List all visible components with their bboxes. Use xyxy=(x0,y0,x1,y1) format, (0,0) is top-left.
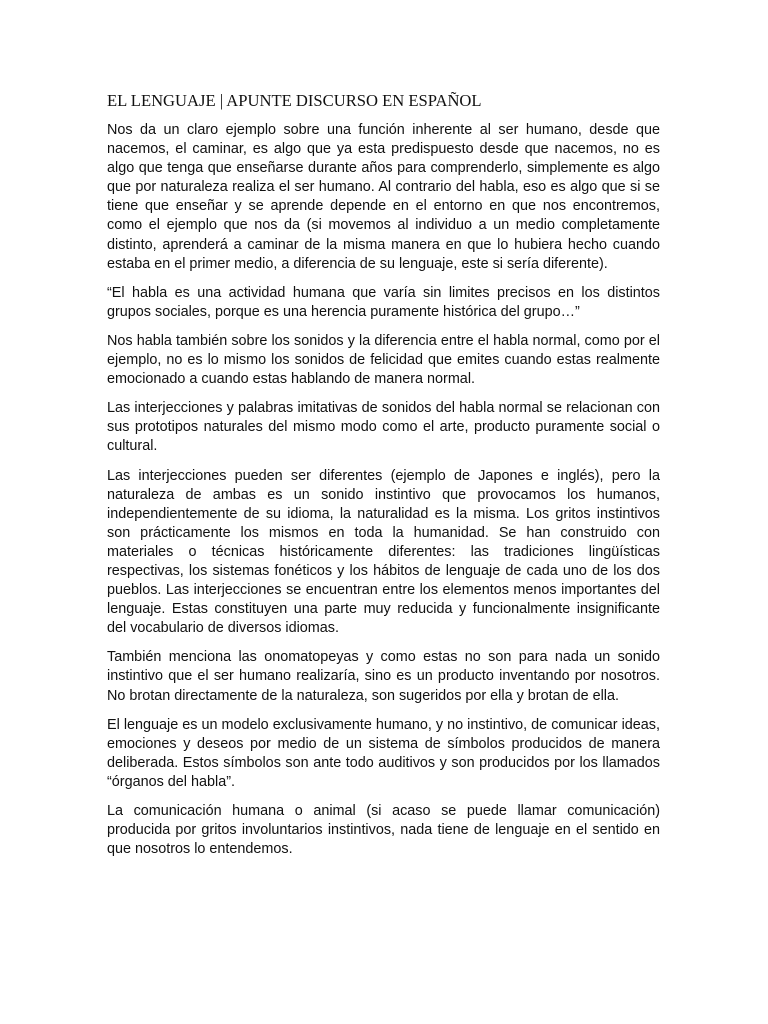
paragraph-1: Nos da un claro ejemplo sobre una función inherente al ser humano, desde que nacemos, el caminar, es algo que ya esta predispuesto desde que nacemos, no es algo que tenga que enseñarse durante años para comprenderlo, simplemente es algo que por naturaleza realiza el ser humano. Al contrario del habla, eso es algo que si se tiene que enseñar y se aprende depende en el entorno en que nos encontremos, como el ejemplo que nos da (si movemos al individuo a un medio completamente distinto, aprenderá a caminar de la misma manera en que lo hubiera hecho cuando estaba en el primer medio, a diferencia de su lenguaje, este si sería diferente). xyxy=(107,122,660,272)
paragraph-8: La comunicación humana o animal (si acaso se puede llamar comunicación) producida por gritos involuntarios instintivos, nada tiene de lenguaje en el sentido en que nosotros lo entendemos. xyxy=(107,803,660,858)
paragraph-3: Nos habla también sobre los sonidos y la diferencia entre el habla normal, como por el ejemplo, no es lo mismo los sonidos de felicidad que emites cuando estas realmente emocionado a cuando estas hablando de manera normal. xyxy=(107,332,660,388)
paragraph-6: También menciona las onomatopeyas y como estas no son para nada un sonido instintivo que el ser humano realizaría, sino es un producto inventando por nosotros. No brotan directamente de la naturaleza, son sugeridos por ella y brotan de ella. xyxy=(107,649,660,704)
document-body xyxy=(107,90,660,869)
paragraph-7: El lenguaje es un modelo exclusivamente humano, y no instintivo, de comunicar ideas, emociones y deseos por medio de un sistema de símbolos producidos de manera deliberada. Estos símbolos son ante todo auditivos y son producidos por los llamados “órganos del habla”. xyxy=(107,716,660,790)
document-title: EL LENGUAJE | APUNTE DISCURSO EN ESPAÑOL xyxy=(107,91,482,110)
paragraph-4: Las interjecciones y palabras imitativas de sonidos del habla normal se relacionan con sus prototipos naturales del mismo modo como el arte, producto puramente social o cultural. xyxy=(107,400,660,455)
paragraph-5: Las interjecciones pueden ser diferentes (ejemplo de Japones e inglés), pero la naturaleza de ambas es un sonido instintivo que provocamos los humanos, independientemente de su idioma, la naturalidad es la misma. Los gritos instintivos son prácticamente los mismos en toda la humanidad. Se han construido con materiales o técnicas históricamente diferentes: las tradiciones lingüísticas respectivas, los sistemas fonéticos y los hábitos de lenguaje de cada uno de los dos pueblos. Las interjecciones se encuentran entre los elementos menos importantes del lenguaje. Estas constituyen una parte muy reducida y funcionalmente insignificante del vocabulario de diversos idiomas. xyxy=(107,467,660,637)
paragraph-2-quote: “El habla es una actividad humana que varía sin limites precisos en los distintos grupos sociales, porque es una herencia puramente histórica del grupo…” xyxy=(107,284,660,320)
